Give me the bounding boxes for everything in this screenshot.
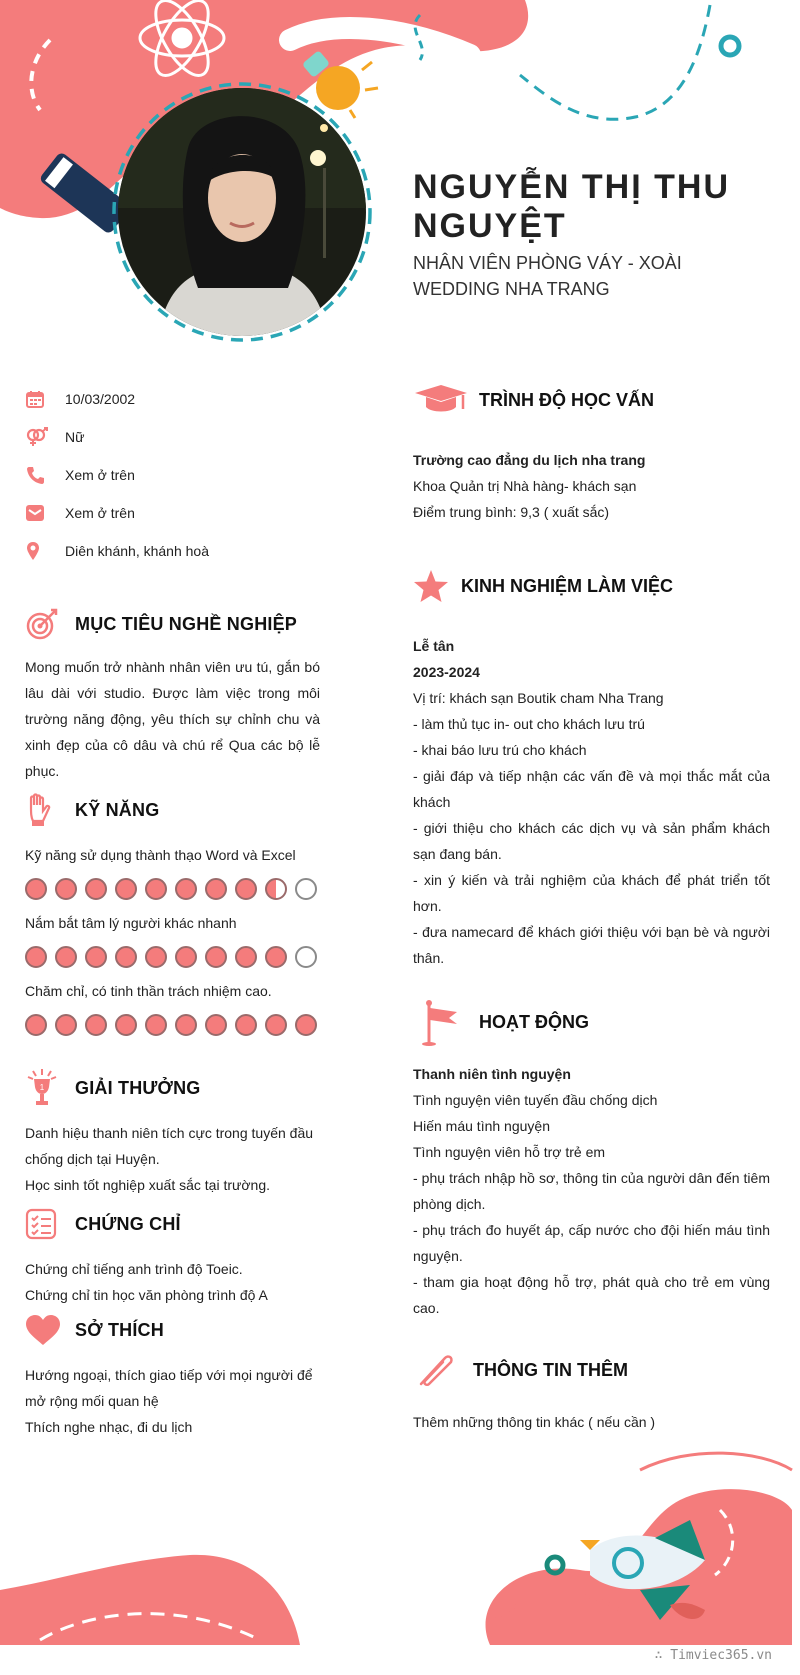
- experience-role: Lễ tân: [413, 638, 455, 654]
- additional-title: THÔNG TIN THÊM: [473, 1359, 628, 1380]
- awards-header: [25, 1066, 320, 1110]
- skills-list: [25, 844, 320, 1036]
- skill-label: Chăm chỉ, có tinh thần trách nhiệm cao.: [25, 983, 272, 999]
- birthday-text: 10/03/2002: [65, 391, 136, 407]
- experience-line: - giới thiệu cho khách các dịch vụ và sản phẩm khách sạn đang bán.: [413, 820, 770, 862]
- candidate-name: NGUYỄN THỊ THU NGUYỆT: [413, 168, 730, 246]
- additional-header: [413, 1345, 770, 1395]
- rating-dot: [175, 946, 197, 968]
- rating-dot: [235, 878, 257, 900]
- rating-dot: [295, 878, 317, 900]
- awards-line-1: Danh hiệu thanh niên tích cực trong tuyến đầu chống dịch tại Huyện.: [25, 1125, 314, 1167]
- activities-body: [413, 1061, 770, 1321]
- job-position: NHÂN VIÊN PHÒNG VÁY - XOÀI WEDDING NHA TRANG: [413, 253, 682, 299]
- checklist-icon: [25, 1202, 75, 1246]
- info-email: [25, 494, 320, 532]
- activities-title: HOẠT ĐỘNG: [479, 1011, 589, 1032]
- education-header: [413, 375, 770, 425]
- calendar-icon: [25, 387, 65, 411]
- info-gender: [25, 418, 320, 456]
- certificate-line-2: Chứng chỉ tin học văn phòng trình độ A: [25, 1287, 268, 1303]
- paperclip-icon: [413, 1345, 473, 1395]
- rating-dot: [265, 946, 287, 968]
- objective-text: Mong muốn trở nhành nhân viên ưu tú, gắn bó lâu dài với studio. Được làm việc trong môi trường năng động, yêu thích sự chỉnh chu và xinh đẹp của cô dâu và chú rể Qua các bộ lễ phục.: [25, 659, 320, 779]
- email-text: Xem ở trên: [65, 505, 135, 521]
- svg-text:1: 1: [39, 1083, 45, 1092]
- location-icon: [25, 539, 65, 563]
- hobby-line-1: Hướng ngoại, thích giao tiếp với mọi người để mở rộng mối quan hệ: [25, 1367, 313, 1409]
- skill-rating: [25, 1014, 320, 1036]
- star-icon: [413, 561, 461, 611]
- awards-title: GIẢI THƯỞNG: [75, 1077, 201, 1098]
- experience-line: - khai báo lưu trú cho khách: [413, 742, 587, 758]
- additional-text: Thêm những thông tin khác ( nếu cần ): [413, 1414, 656, 1430]
- flag-icon: [413, 997, 479, 1047]
- experience-line: Vị trí: khách sạn Boutik cham Nha Trang: [413, 690, 664, 706]
- activities-line: Hiến máu tình nguyện: [413, 1118, 550, 1134]
- brand-watermark: ∴ Timviec365.vn: [654, 1648, 772, 1663]
- hobby-line-2: Thích nghe nhạc, đi du lịch: [25, 1419, 193, 1435]
- rating-dot: [265, 878, 287, 900]
- skills-header: [25, 788, 320, 832]
- trophy-icon: [25, 1066, 75, 1110]
- email-icon: [25, 501, 65, 525]
- footer-decoration: [0, 1440, 800, 1675]
- education-line-1: Khoa Quản trị Nhà hàng- khách sạn: [413, 478, 637, 494]
- activities-line: Tình nguyện viên tuyến đầu chống dịch: [413, 1092, 658, 1108]
- info-birthday: [25, 380, 320, 418]
- education-line-2: Điểm trung bình: 9,3 ( xuất sắc): [413, 504, 610, 520]
- activities-line: - phụ trách đo huyết áp, cấp nước cho đội hiến máu tình nguyện.: [413, 1222, 770, 1264]
- rating-dot: [25, 878, 47, 900]
- rating-dot: [145, 1014, 167, 1036]
- avatar: [110, 80, 374, 344]
- experience-line: - xin ý kiến và trải nghiệm của khách để phát triển tốt hơn.: [413, 872, 770, 914]
- rating-dot: [25, 1014, 47, 1036]
- experience-line: - đưa namecard để khách giới thiệu với bạn bè và người thân.: [413, 924, 770, 966]
- rating-dot: [85, 946, 107, 968]
- rating-dot: [295, 946, 317, 968]
- rating-dot: [235, 946, 257, 968]
- education-school: Trường cao đẳng du lịch nha trang: [413, 452, 646, 468]
- skill-rating: [25, 946, 320, 968]
- hobbies-header: [25, 1308, 320, 1352]
- rating-dot: [205, 1014, 227, 1036]
- skill-label: Kỹ năng sử dụng thành thạo Word và Excel: [25, 847, 296, 863]
- rating-dot: [115, 946, 137, 968]
- phone-icon: [25, 463, 65, 487]
- info-phone: [25, 456, 320, 494]
- skills-title: KỸ NĂNG: [75, 799, 160, 820]
- target-icon: [25, 602, 75, 646]
- rating-dot: [25, 946, 47, 968]
- rating-dot: [205, 878, 227, 900]
- right-column: [413, 375, 770, 1435]
- rating-dot: [145, 946, 167, 968]
- rating-dot: [115, 1014, 137, 1036]
- graduation-cap-icon: [413, 375, 479, 425]
- experience-period: 2023-2024: [413, 664, 480, 680]
- profile-photo: [118, 88, 366, 336]
- experience-body: [413, 633, 770, 971]
- activities-line: - phụ trách nhập hồ sơ, thông tin của người dân đến tiêm phòng dịch.: [413, 1170, 770, 1212]
- left-column: [25, 380, 320, 1440]
- rating-dot: [85, 1014, 107, 1036]
- hobbies-title: SỞ THÍCH: [75, 1319, 164, 1340]
- experience-line: - giải đáp và tiếp nhận các vấn đề và mọi thắc mắt của khách: [413, 768, 770, 810]
- rating-dot: [295, 1014, 317, 1036]
- heart-icon: [25, 1308, 75, 1352]
- rating-dot: [115, 878, 137, 900]
- experience-title: KINH NGHIỆM LÀM VIỆC: [461, 575, 674, 596]
- rating-dot: [55, 1014, 77, 1036]
- rating-dot: [235, 1014, 257, 1036]
- education-body: [413, 447, 770, 525]
- skill-label: Nắm bắt tâm lý người khác nhanh: [25, 915, 237, 931]
- activities-line: Tình nguyện viên hỗ trợ trẻ em: [413, 1144, 606, 1160]
- gender-icon: [25, 425, 65, 449]
- objective-header: [25, 602, 320, 646]
- activities-line: - tham gia hoạt động hỗ trợ, phát quà cho trẻ em vùng cao.: [413, 1274, 770, 1316]
- gender-text: Nữ: [65, 429, 85, 445]
- experience-line: - làm thủ tục in- out cho khách lưu trú: [413, 716, 645, 732]
- rating-dot: [85, 878, 107, 900]
- experience-header: [413, 561, 770, 611]
- certificates-header: [25, 1202, 320, 1246]
- rating-dot: [145, 878, 167, 900]
- brand-text: Timviec365.vn: [670, 1648, 772, 1663]
- rating-dot: [175, 1014, 197, 1036]
- certificates-title: CHỨNG CHỈ: [75, 1213, 181, 1234]
- education-title: TRÌNH ĐỘ HỌC VẤN: [479, 389, 654, 410]
- skill-rating: [25, 878, 320, 900]
- rating-dot: [205, 946, 227, 968]
- certificate-line-1: Chứng chỉ tiếng anh trình độ Toeic.: [25, 1261, 243, 1277]
- rating-dot: [265, 1014, 287, 1036]
- activities-header: [413, 997, 770, 1047]
- rating-dot: [55, 878, 77, 900]
- activities-org: Thanh niên tình nguyện: [413, 1066, 571, 1082]
- phone-text: Xem ở trên: [65, 467, 135, 483]
- rating-dot: [175, 878, 197, 900]
- address-text: Diên khánh, khánh hoà: [65, 543, 209, 559]
- info-address: [25, 532, 320, 570]
- objective-title: MỤC TIÊU NGHỀ NGHIỆP: [75, 613, 298, 634]
- hand-icon: [25, 788, 75, 832]
- rating-dot: [55, 946, 77, 968]
- awards-line-2: Học sinh tốt nghiệp xuất sắc tại trường.: [25, 1177, 271, 1193]
